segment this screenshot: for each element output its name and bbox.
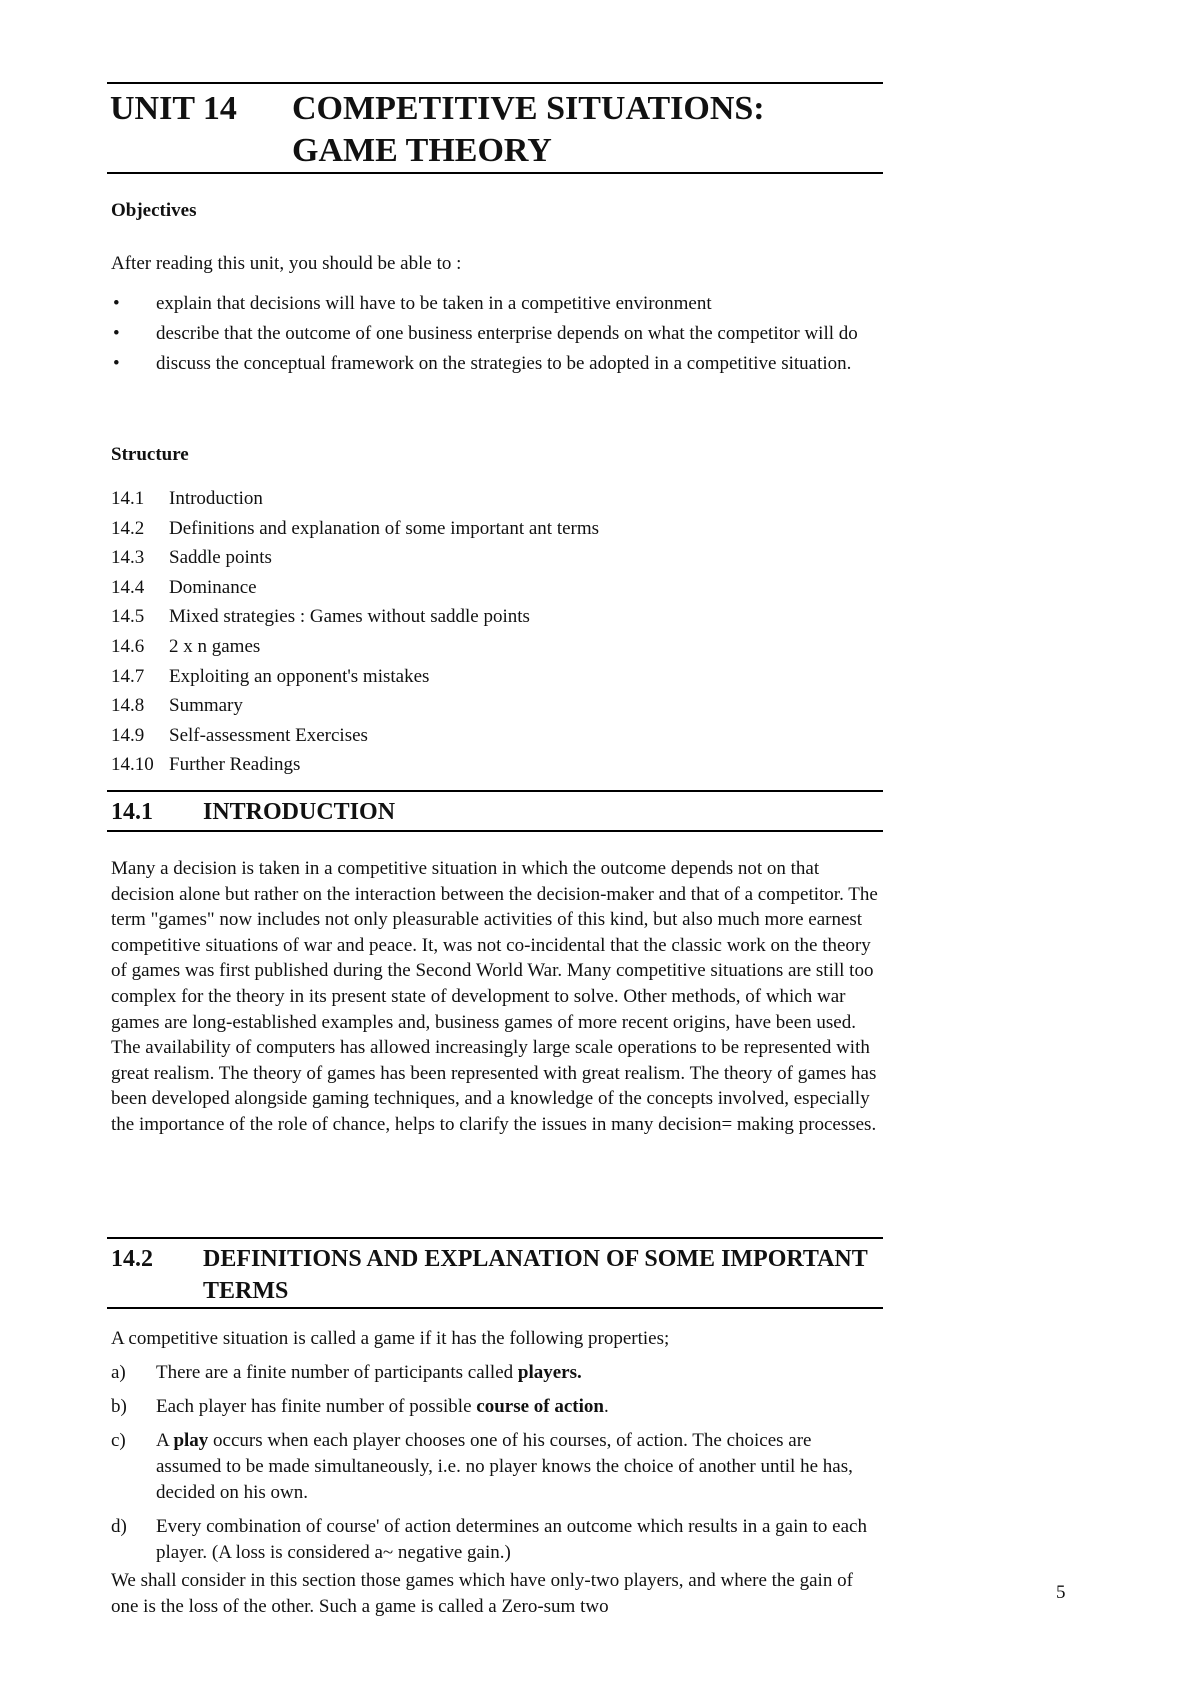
introduction-paragraph: Many a decision is taken in a competitive situation in which the outcome depends not on that decision alone but rather on the interaction between the decision-maker and that of a competitor. The term "games" now includes not only pleasurable activities of this kind, but also much more earnest competitive situations of war and peace. It, was not co-incidental that the classic work on the theory of games was first published during the Second World War. Many competitive situations are still too complex for the theory in its present state of development to solve. Other methods, of which war games are long-established examples and, business games of more recent origins, have been used. The availability of computers has allowed increasingly large scale operations to be represented with great realism. The theory of games has been represented with great realism. The theory of games has been developed alongside gaming techniques, and a knowledge of the concepts involved, especially the importance of the role of chance, helps to clarify the issues in many decision= making processes. <box>111 858 878 1135</box>
section2-rule-bottom <box>107 1307 883 1309</box>
section1-title: INTRODUCTION <box>203 799 396 825</box>
section1-rule-bottom <box>107 830 883 832</box>
list-item: • discuss the conceptual framework on the strategies to be adopted in a competitive situation. <box>111 351 871 377</box>
section2-closing-paragraph: We shall consider in this section those games which have only-two players, and where the gain of one is the loss of the other. Such a game is called a Zero-sum two <box>111 1570 853 1617</box>
list-item: • describe that the outcome of one business enterprise depends on what the competitor will do <box>111 321 871 347</box>
unit-number: UNIT 14 <box>110 90 237 127</box>
title-rule-top <box>107 82 883 84</box>
list-item: c) A play occurs when each player chooses one of his courses, of action. The choices are assumed to be made simultaneously, i.e. no player knows the choice of another until he has, decided on his own. <box>111 1430 853 1503</box>
properties-list <box>111 1360 881 1574</box>
bullet-icon: • <box>113 323 120 344</box>
section2-title: DEFINITIONS AND EXPLANATION OF SOME IMPORTANT TERMS <box>203 1246 868 1304</box>
objectives-heading: Objectives <box>111 200 197 221</box>
unit-title-line-1: COMPETITIVE SITUATIONS: <box>292 90 765 127</box>
section2-rule-top <box>107 1237 883 1239</box>
unit-title-line-2: GAME THEORY <box>292 132 552 169</box>
title-rule-bottom <box>107 172 883 174</box>
section2-number: 14.2 <box>111 1246 153 1272</box>
section1-number: 14.1 <box>111 799 153 825</box>
list-item: d) Every combination of course' of action determines an outcome which results in a gain to each player. (A loss is considered a~ negative gain.) <box>111 1516 867 1563</box>
unit-title-text <box>292 88 892 172</box>
structure-heading: Structure <box>111 444 189 465</box>
section2-intro: A competitive situation is called a game if it has the following properties; <box>111 1328 670 1349</box>
list-item: b) Each player has finite number of possible course of action. <box>111 1396 609 1417</box>
objectives-intro: After reading this unit, you should be able to : <box>111 253 462 274</box>
bullet-icon: • <box>113 293 120 314</box>
page-number: 5 <box>1056 1582 1066 1603</box>
list-item: a) There are a finite number of participants called players. <box>111 1362 582 1383</box>
objectives-list <box>111 291 871 381</box>
bullet-icon: • <box>113 353 120 374</box>
section1-rule-top <box>107 790 883 792</box>
list-item: • explain that decisions will have to be taken in a competitive environment <box>111 291 871 317</box>
